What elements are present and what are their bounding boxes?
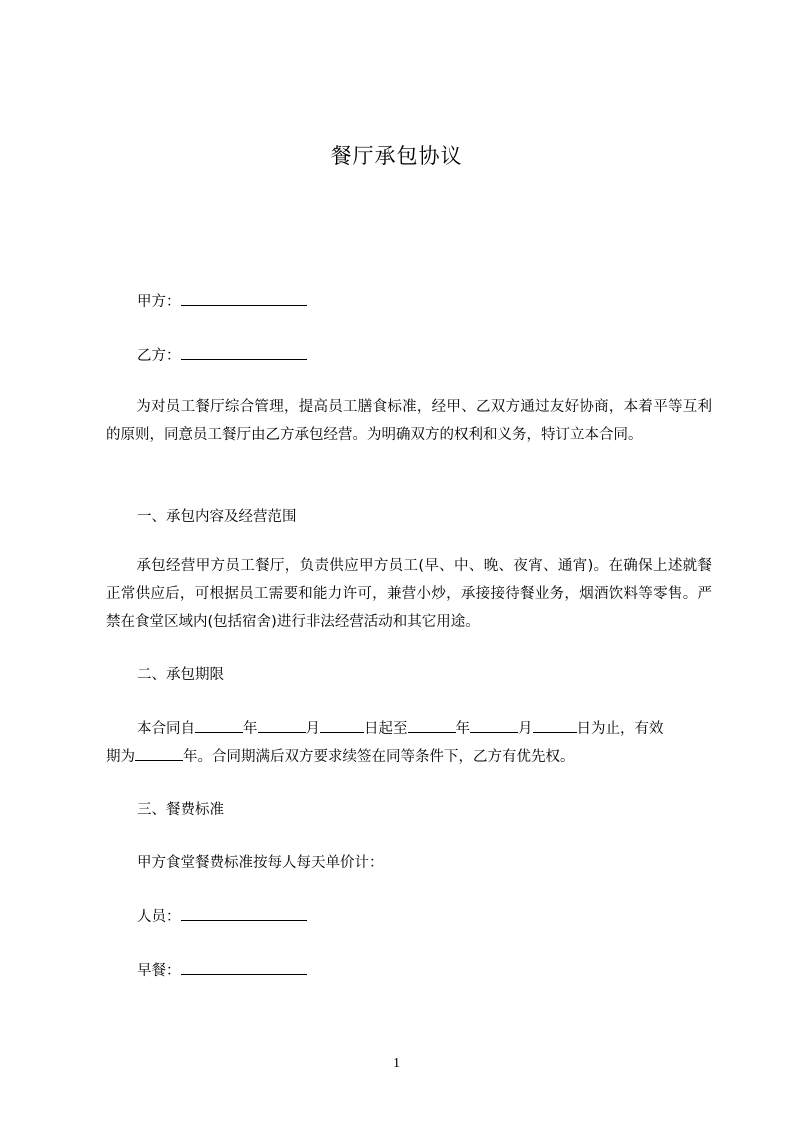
party-a-line bbox=[137, 290, 307, 311]
date-text-end: 日为止，有效 bbox=[576, 721, 664, 737]
date-text-year: 年 bbox=[243, 721, 258, 737]
personnel-line bbox=[137, 905, 307, 926]
section3-heading: 三、餐费标准 bbox=[137, 802, 224, 818]
personnel-blank bbox=[181, 906, 307, 921]
breakfast-blank bbox=[181, 960, 307, 975]
personnel-label: 人员： bbox=[137, 909, 181, 925]
end-month-blank bbox=[470, 718, 518, 733]
party-b-blank bbox=[181, 345, 307, 360]
document-title: 餐厅承包协议 bbox=[330, 144, 463, 168]
party-a-blank bbox=[181, 291, 307, 306]
intro-paragraph bbox=[106, 393, 712, 449]
page-number: 1 bbox=[393, 1056, 400, 1071]
section3-intro: 甲方食堂餐费标准按每人每天单价计： bbox=[137, 855, 384, 871]
start-day-blank bbox=[320, 718, 364, 733]
date-text-until: 日起至 bbox=[364, 721, 408, 737]
period-years-blank bbox=[135, 746, 183, 761]
date-text-month-2: 月 bbox=[518, 721, 533, 737]
end-year-blank bbox=[408, 718, 456, 733]
breakfast-label: 早餐： bbox=[137, 963, 181, 979]
start-month-blank bbox=[258, 718, 306, 733]
section1-heading: 一、承包内容及经营范围 bbox=[137, 509, 297, 525]
section2-period-line bbox=[106, 745, 575, 766]
period-text-suffix: 年。合同期满后双方要求续签在同等条件下，乙方有优先权。 bbox=[183, 749, 575, 765]
date-text-year-2: 年 bbox=[455, 721, 470, 737]
section1-text: 承包经营甲方员工餐厅，负责供应甲方员工(早、中、晚、夜宵、通宵)。在确保上述就餐正常供应后，可根据员工需要和能力许可，兼营小炒，承接接待餐业务，烟酒饮料等零售。严禁在食堂区域内(包括宿舍)进行非法经营活动和其它用途。 bbox=[106, 558, 712, 630]
party-a-label: 甲方： bbox=[137, 294, 181, 310]
date-text-from: 本合同自 bbox=[137, 721, 195, 737]
end-day-blank bbox=[533, 718, 577, 733]
section2-date-line bbox=[137, 717, 664, 738]
period-text-prefix: 期为 bbox=[106, 749, 135, 765]
date-text-month: 月 bbox=[305, 721, 320, 737]
party-b-label: 乙方： bbox=[137, 348, 181, 364]
section1-paragraph bbox=[106, 552, 712, 636]
section2-heading: 二、承包期限 bbox=[137, 667, 224, 683]
party-b-line bbox=[137, 344, 307, 365]
intro-text: 为对员工餐厅综合管理，提高员工膳食标准，经甲、乙双方通过友好协商，本着平等互利的原则，同意员工餐厅由乙方承包经营。为明确双方的权利和义务，特订立本合同。 bbox=[106, 399, 712, 443]
start-year-blank bbox=[195, 718, 243, 733]
breakfast-line bbox=[137, 959, 307, 980]
